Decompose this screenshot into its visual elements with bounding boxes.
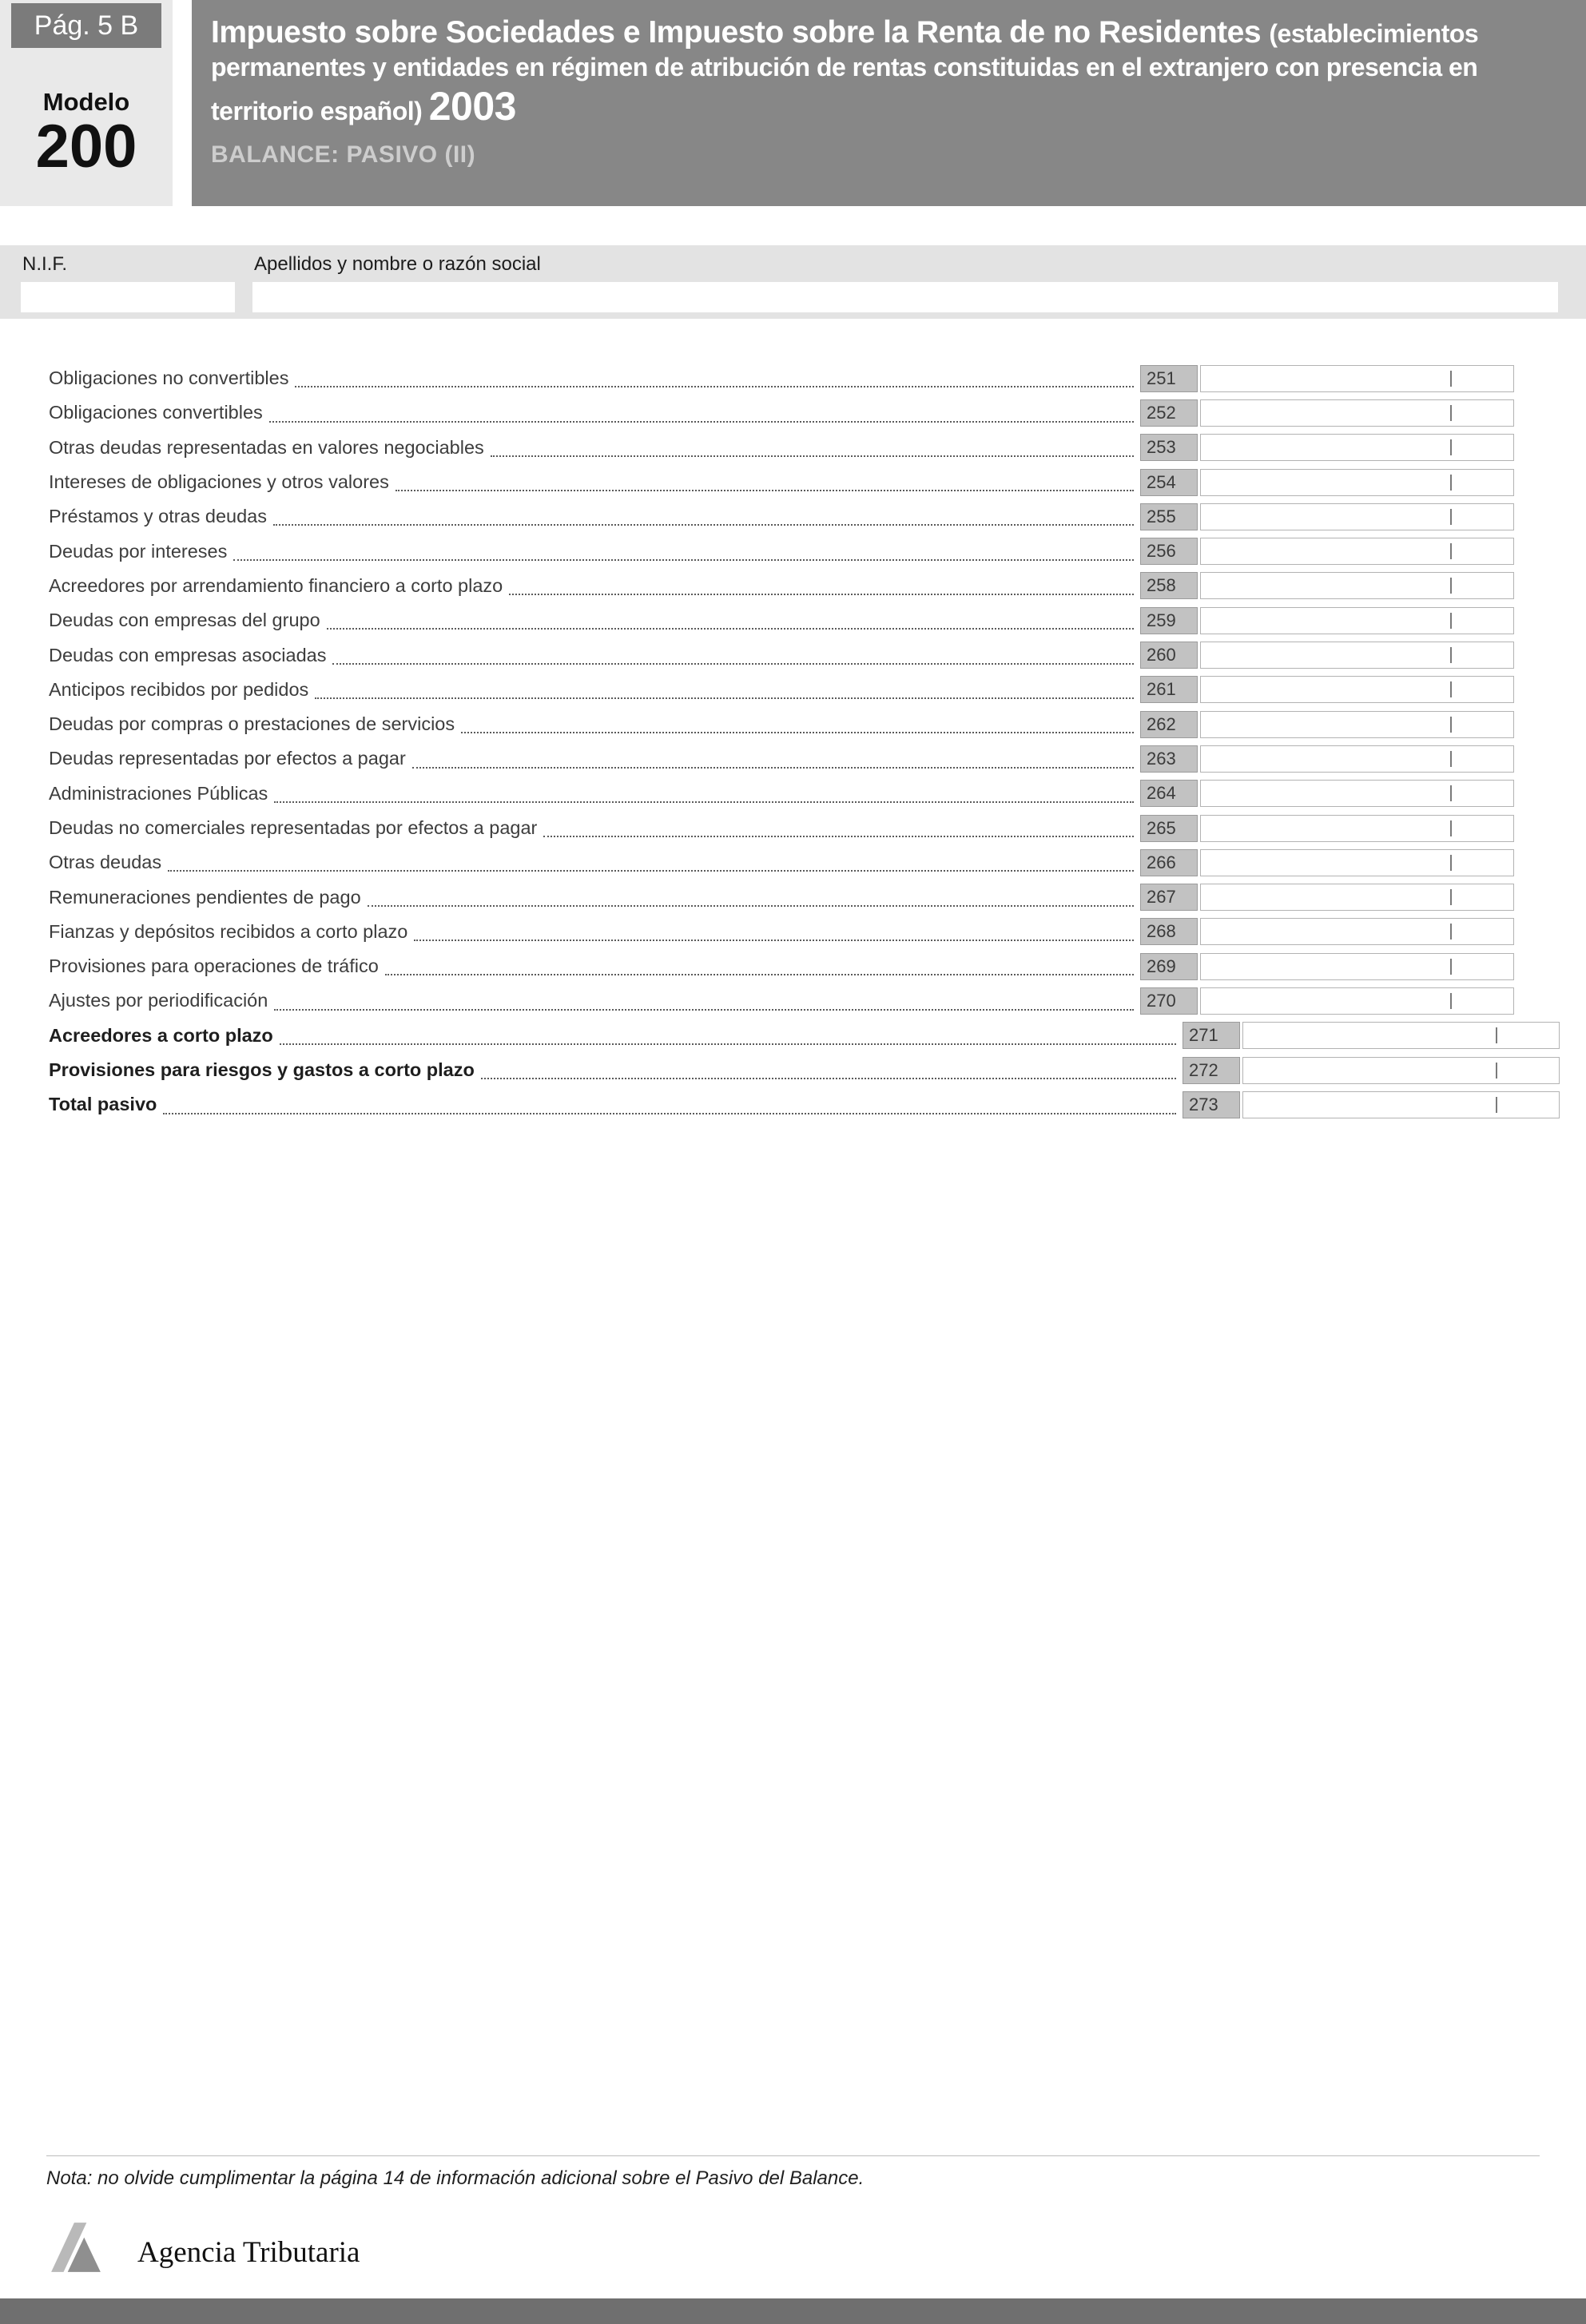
row-value-input[interactable] <box>1201 470 1513 495</box>
dotted-leader <box>168 870 1134 872</box>
row-label: Deudas por intereses <box>49 540 228 562</box>
dotted-leader <box>269 421 1134 423</box>
row-code: 259 <box>1140 607 1198 634</box>
dotted-leader <box>368 905 1134 907</box>
rows-container <box>0 361 1586 1122</box>
header-left-panel <box>0 0 173 206</box>
dotted-leader <box>327 628 1134 630</box>
row-value-box <box>1200 849 1514 876</box>
balance-row <box>0 915 1586 949</box>
row-value-input[interactable] <box>1201 746 1513 772</box>
dotted-leader <box>491 455 1134 457</box>
row-value-input[interactable] <box>1201 573 1513 598</box>
row-value-box <box>1242 1057 1560 1084</box>
balance-row <box>0 880 1586 914</box>
nif-input[interactable] <box>21 282 235 312</box>
row-value-box <box>1200 676 1514 703</box>
row-value-input[interactable] <box>1201 850 1513 876</box>
form-subtitle: BALANCE: PASIVO (II) <box>211 141 476 169</box>
decimal-separator-tick <box>1450 405 1452 421</box>
row-value-input[interactable] <box>1243 1023 1559 1048</box>
decimal-separator-tick <box>1496 1063 1497 1079</box>
balance-row <box>0 1087 1586 1122</box>
row-code: 263 <box>1140 745 1198 773</box>
agencia-tributaria-logo <box>48 2218 105 2275</box>
dotted-leader <box>163 1113 1176 1114</box>
row-value-input[interactable] <box>1201 642 1513 668</box>
row-value-box <box>1200 711 1514 738</box>
decimal-separator-tick <box>1450 475 1452 491</box>
decimal-separator-tick <box>1496 1097 1497 1113</box>
row-value-input[interactable] <box>1201 816 1513 841</box>
row-label: Deudas representadas por efectos a pagar <box>49 748 406 769</box>
dotted-leader <box>332 663 1134 665</box>
balance-row <box>0 845 1586 880</box>
row-code: 272 <box>1183 1057 1240 1084</box>
row-value-input[interactable] <box>1201 400 1513 426</box>
row-label: Deudas con empresas del grupo <box>49 610 320 631</box>
row-value-box <box>1200 745 1514 773</box>
balance-row <box>0 431 1586 465</box>
form-header-bar <box>192 0 1586 206</box>
row-value-input[interactable] <box>1201 781 1513 806</box>
row-label: Deudas por compras o prestaciones de servicios <box>49 713 455 735</box>
dotted-leader <box>509 594 1134 595</box>
balance-row <box>0 534 1586 568</box>
form-title-year: 2003 <box>428 84 516 129</box>
row-value-box <box>1200 815 1514 842</box>
row-label: Deudas con empresas asociadas <box>49 644 327 665</box>
balance-row <box>0 499 1586 534</box>
row-code: 268 <box>1140 918 1198 945</box>
row-code: 255 <box>1140 503 1198 530</box>
page-number-box <box>11 3 161 48</box>
balance-row <box>0 741 1586 776</box>
decimal-separator-tick <box>1450 785 1452 801</box>
decimal-separator-tick <box>1450 509 1452 525</box>
row-code: 253 <box>1140 434 1198 461</box>
dotted-leader <box>295 386 1134 387</box>
row-value-box <box>1200 572 1514 599</box>
dotted-leader <box>315 697 1134 699</box>
row-value-box <box>1200 434 1514 461</box>
row-code: 252 <box>1140 399 1198 427</box>
page-number-label: Pág. 5 B <box>34 10 139 41</box>
dotted-leader <box>461 732 1134 733</box>
row-value-box <box>1200 399 1514 427</box>
row-value-box <box>1200 607 1514 634</box>
row-value-input[interactable] <box>1201 712 1513 737</box>
nif-label: N.I.F. <box>22 253 68 275</box>
dotted-leader <box>396 490 1134 491</box>
dotted-leader <box>274 801 1134 803</box>
modelo-number: 200 <box>35 113 137 181</box>
row-code: 260 <box>1140 642 1198 669</box>
row-code: 273 <box>1183 1091 1240 1118</box>
dotted-leader <box>481 1078 1176 1079</box>
row-code: 251 <box>1140 365 1198 392</box>
row-code: 254 <box>1140 469 1198 496</box>
row-value-input[interactable] <box>1201 988 1513 1014</box>
row-label: Fianzas y depósitos recibidos a corto plazo <box>49 920 408 942</box>
row-label: Ajustes por periodificación <box>49 990 268 1011</box>
row-code: 265 <box>1140 815 1198 842</box>
balance-row <box>0 361 1586 395</box>
agency-name: Agencia Tributaria <box>137 2236 360 2269</box>
footer-bar <box>0 2298 1586 2324</box>
dotted-leader <box>233 559 1134 561</box>
decimal-separator-tick <box>1450 647 1452 663</box>
dotted-leader <box>412 767 1134 769</box>
dotted-leader <box>543 836 1134 837</box>
row-value-box <box>1242 1091 1560 1118</box>
row-value-input[interactable] <box>1201 435 1513 460</box>
balance-row <box>0 1019 1586 1053</box>
form-title-main: Impuesto sobre Sociedades e Impuesto sobre la Renta de no Residentes <box>211 15 1270 50</box>
row-label: Otras deudas representadas en valores negociables <box>49 436 484 458</box>
row-label: Intereses de obligaciones y otros valores <box>49 471 389 493</box>
row-label: Obligaciones no convertibles <box>49 367 289 389</box>
row-value-box <box>1200 918 1514 945</box>
decimal-separator-tick <box>1450 924 1452 940</box>
row-label: Deudas no comerciales representadas por efectos a pagar <box>49 817 538 838</box>
row-value-box <box>1200 884 1514 911</box>
balance-row <box>0 673 1586 707</box>
row-label: Provisiones para operaciones de tráfico <box>49 955 379 977</box>
decimal-separator-tick <box>1496 1027 1497 1043</box>
row-code: 264 <box>1140 780 1198 807</box>
row-value-input[interactable] <box>1243 1092 1559 1118</box>
row-value-box <box>1200 365 1514 392</box>
balance-row <box>0 395 1586 430</box>
row-label: Préstamos y otras deudas <box>49 506 267 527</box>
row-value-input[interactable] <box>1201 538 1513 564</box>
decimal-separator-tick <box>1450 855 1452 871</box>
dotted-leader <box>280 1043 1176 1045</box>
balance-row <box>0 811 1586 845</box>
decimal-separator-tick <box>1450 613 1452 629</box>
row-code: 261 <box>1140 676 1198 703</box>
dotted-leader <box>385 974 1134 975</box>
row-label: Anticipos recibidos por pedidos <box>49 678 309 700</box>
decimal-separator-tick <box>1450 993 1452 1009</box>
row-value-input[interactable] <box>1201 677 1513 702</box>
row-label: Administraciones Públicas <box>49 782 268 804</box>
dotted-leader <box>414 940 1134 941</box>
decimal-separator-tick <box>1450 578 1452 594</box>
row-value-input[interactable] <box>1201 954 1513 979</box>
row-code: 262 <box>1140 711 1198 738</box>
balance-row <box>0 949 1586 983</box>
form-title-paren: (establecimientos permanentes y entidades en régimen de atribución de rentas constituidas en el extranjero con presencia en territorio español) <box>211 19 1479 126</box>
footnote: Nota: no olvide cumplimentar la página 14 de información adicional sobre el Pasivo del Balance. <box>46 2155 1540 2190</box>
identification-band <box>0 245 1586 319</box>
modelo-label: Modelo <box>42 88 130 116</box>
row-value-box <box>1200 953 1514 980</box>
row-label: Total pasivo <box>49 1094 157 1115</box>
decimal-separator-tick <box>1450 959 1452 975</box>
balance-row <box>0 707 1586 741</box>
row-label: Remuneraciones pendientes de pago <box>49 886 361 908</box>
row-code: 266 <box>1140 849 1198 876</box>
row-value-box <box>1242 1022 1560 1049</box>
balance-row <box>0 569 1586 603</box>
decimal-separator-tick <box>1450 681 1452 697</box>
balance-row <box>0 1053 1586 1087</box>
row-value-input[interactable] <box>1201 884 1513 910</box>
row-value-input[interactable] <box>1201 919 1513 944</box>
row-label: Obligaciones convertibles <box>49 402 263 423</box>
decimal-separator-tick <box>1450 543 1452 559</box>
row-value-box <box>1200 503 1514 530</box>
row-code: 258 <box>1140 572 1198 599</box>
balance-row <box>0 465 1586 499</box>
dotted-leader <box>273 524 1134 526</box>
row-label: Provisiones para riesgos y gastos a corto plazo <box>49 1059 475 1081</box>
balance-row <box>0 603 1586 638</box>
decimal-separator-tick <box>1450 889 1452 905</box>
dotted-leader <box>274 1009 1134 1011</box>
row-value-box <box>1200 642 1514 669</box>
row-value-box <box>1200 469 1514 496</box>
form-title <box>211 14 1565 130</box>
name-label: Apellidos y nombre o razón social <box>254 253 541 275</box>
row-code: 267 <box>1140 884 1198 911</box>
row-value-box <box>1200 987 1514 1015</box>
balance-row <box>0 638 1586 672</box>
row-value-input[interactable] <box>1243 1058 1559 1083</box>
row-label: Acreedores a corto plazo <box>49 1024 273 1046</box>
name-input[interactable] <box>252 282 1558 312</box>
row-value-input[interactable] <box>1201 608 1513 634</box>
balance-row <box>0 983 1586 1018</box>
row-label: Acreedores por arrendamiento financiero a corto plazo <box>49 574 503 596</box>
row-code: 256 <box>1140 538 1198 565</box>
row-code: 270 <box>1140 987 1198 1015</box>
row-value-box <box>1200 780 1514 807</box>
row-label: Otras deudas <box>49 852 162 873</box>
decimal-separator-tick <box>1450 751 1452 767</box>
row-value-input[interactable] <box>1201 504 1513 530</box>
row-code: 271 <box>1183 1022 1240 1049</box>
row-value-box <box>1200 538 1514 565</box>
decimal-separator-tick <box>1450 717 1452 733</box>
decimal-separator-tick <box>1450 371 1452 387</box>
row-code: 269 <box>1140 953 1198 980</box>
decimal-separator-tick <box>1450 820 1452 836</box>
balance-row <box>0 777 1586 811</box>
row-value-input[interactable] <box>1201 366 1513 391</box>
decimal-separator-tick <box>1450 439 1452 455</box>
